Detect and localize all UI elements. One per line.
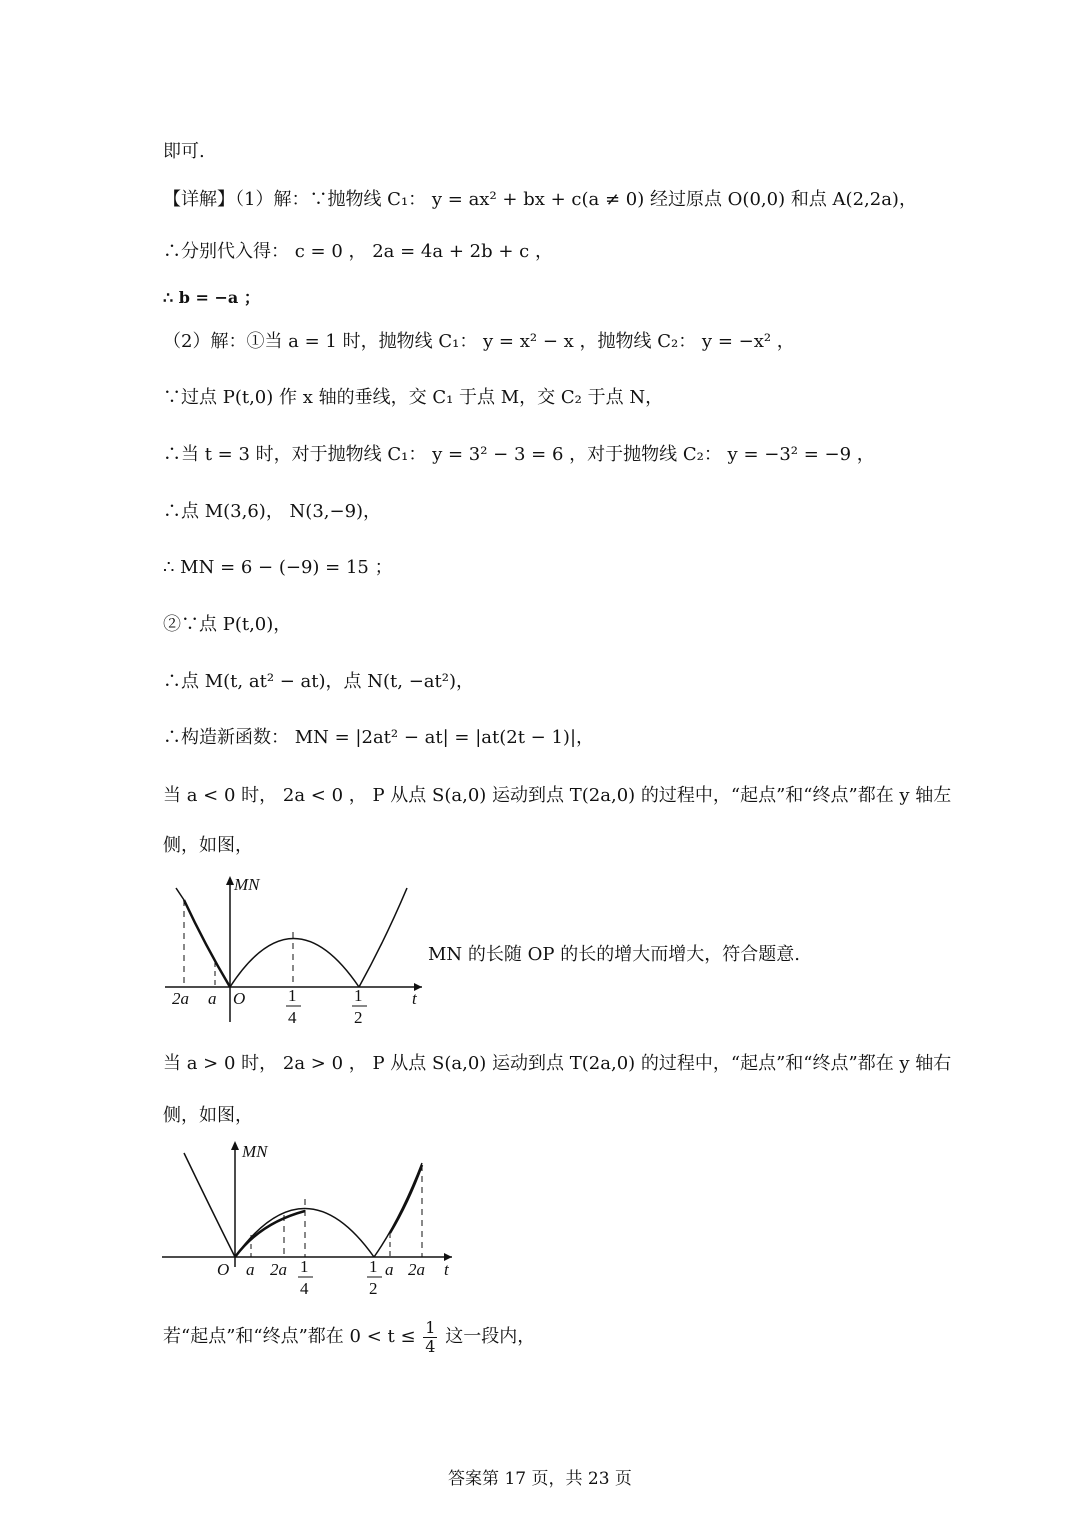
text-line-1: 即可.: [163, 141, 205, 162]
text-line-2: 【详解】（1）解：∵抛物线 C₁： y = ax² + bx + c(a ≠ 0) 经过原点 O(0,0) 和点 A(2,2a)，: [163, 189, 917, 210]
text-line-14: 侧，如图，: [163, 835, 253, 856]
fraction-denominator: 4: [425, 1336, 436, 1356]
curve-left: [184, 1153, 235, 1257]
x-label: t: [412, 989, 417, 1008]
tick-quarter-num: 1: [300, 1257, 309, 1276]
tick-quarter-den: 4: [300, 1279, 309, 1298]
text-line-3: ∴分别代入得： c = 0 ， 2a = 4a + 2b + c ，: [163, 241, 553, 262]
text-line-5: （2）解：①当 a = 1 时，抛物线 C₁： y = x² − x ，抛物线 C₂： y = −x² ，: [163, 331, 795, 352]
quarter-fraction: [423, 1319, 437, 1356]
text-line-11: ∴点 M(t, at² − at)，点 N(t, −at²)，: [163, 671, 475, 692]
y-label: MN: [234, 875, 260, 894]
text-line-7: ∴当 t = 3 时，对于抛物线 C₁： y = 3² − 3 = 6 ，对于抛物线 C₂： y = −3² = −9 ，: [163, 444, 875, 465]
tick-a: a: [208, 989, 217, 1008]
curve-right: [359, 888, 407, 987]
fraction-numerator: 1: [425, 1317, 436, 1337]
tick-quarter-den: 4: [288, 1008, 297, 1027]
text-line-10: ②∵点 P(t,0)，: [163, 614, 292, 635]
text-line-4: ∴ b = −a ；: [163, 288, 260, 307]
x-label: t: [444, 1260, 449, 1279]
y-label: MN: [242, 1142, 268, 1161]
text-line-8: ∴点 M(3,6)， N(3,−9)，: [163, 501, 382, 522]
tick-a-2: a: [385, 1260, 394, 1279]
y-axis-arrow: [231, 1141, 239, 1150]
tick-2a-2: 2a: [408, 1260, 425, 1279]
curve-hump: [230, 939, 359, 988]
tick-a-1: a: [246, 1260, 255, 1279]
tick-half-num: 1: [354, 986, 363, 1005]
graph-a-positive: [160, 1135, 460, 1300]
tick-quarter-num: 1: [288, 986, 297, 1005]
figure-note: MN 的长随 OP 的长的增大而增大，符合题意.: [428, 944, 800, 965]
tick-half-den: 2: [369, 1279, 378, 1298]
curve-left-bold: [184, 900, 230, 987]
curve-right: [374, 1163, 422, 1257]
last-line-suffix: 这一段内，: [445, 1326, 536, 1347]
last-line-prefix: 若“起点”和“终点”都在 0 < t ≤: [163, 1326, 416, 1347]
text-line-6: ∵过点 P(t,0) 作 x 轴的垂线，交 C₁ 于点 M，交 C₂ 于点 N，: [163, 387, 664, 408]
page-footer: 答案第 17 页，共 23 页: [448, 1469, 632, 1489]
text-line-9: ∴ MN = 6 − (−9) = 15 ；: [163, 557, 393, 578]
tick-2a-1: 2a: [270, 1260, 287, 1279]
text-line-15: 当 a > 0 时， 2a > 0 ， P 从点 S(a,0) 运动到点 T(2a,0) 的过程中，“起点”和“终点”都在 y 轴右: [163, 1053, 952, 1074]
curve-hump-bold: [235, 1211, 305, 1257]
y-axis-arrow: [226, 876, 234, 885]
text-line-17: [163, 1318, 535, 1356]
origin-label: O: [233, 989, 246, 1008]
text-line-13: 当 a < 0 时， 2a < 0 ， P 从点 S(a,0) 运动到点 T(2a,0) 的过程中，“起点”和“终点”都在 y 轴左: [163, 785, 952, 806]
curve-left-thin: [176, 888, 184, 900]
origin-label: O: [217, 1260, 230, 1279]
text-line-12: ∴构造新函数： MN = |2at² − at| = |at(2t − 1)|，: [163, 727, 595, 748]
tick-half-den: 2: [354, 1008, 363, 1027]
tick-2a: 2a: [172, 989, 189, 1008]
graph-a-negative: [160, 870, 430, 1030]
tick-half-num: 1: [369, 1257, 378, 1276]
text-line-16: 侧，如图，: [163, 1105, 253, 1126]
